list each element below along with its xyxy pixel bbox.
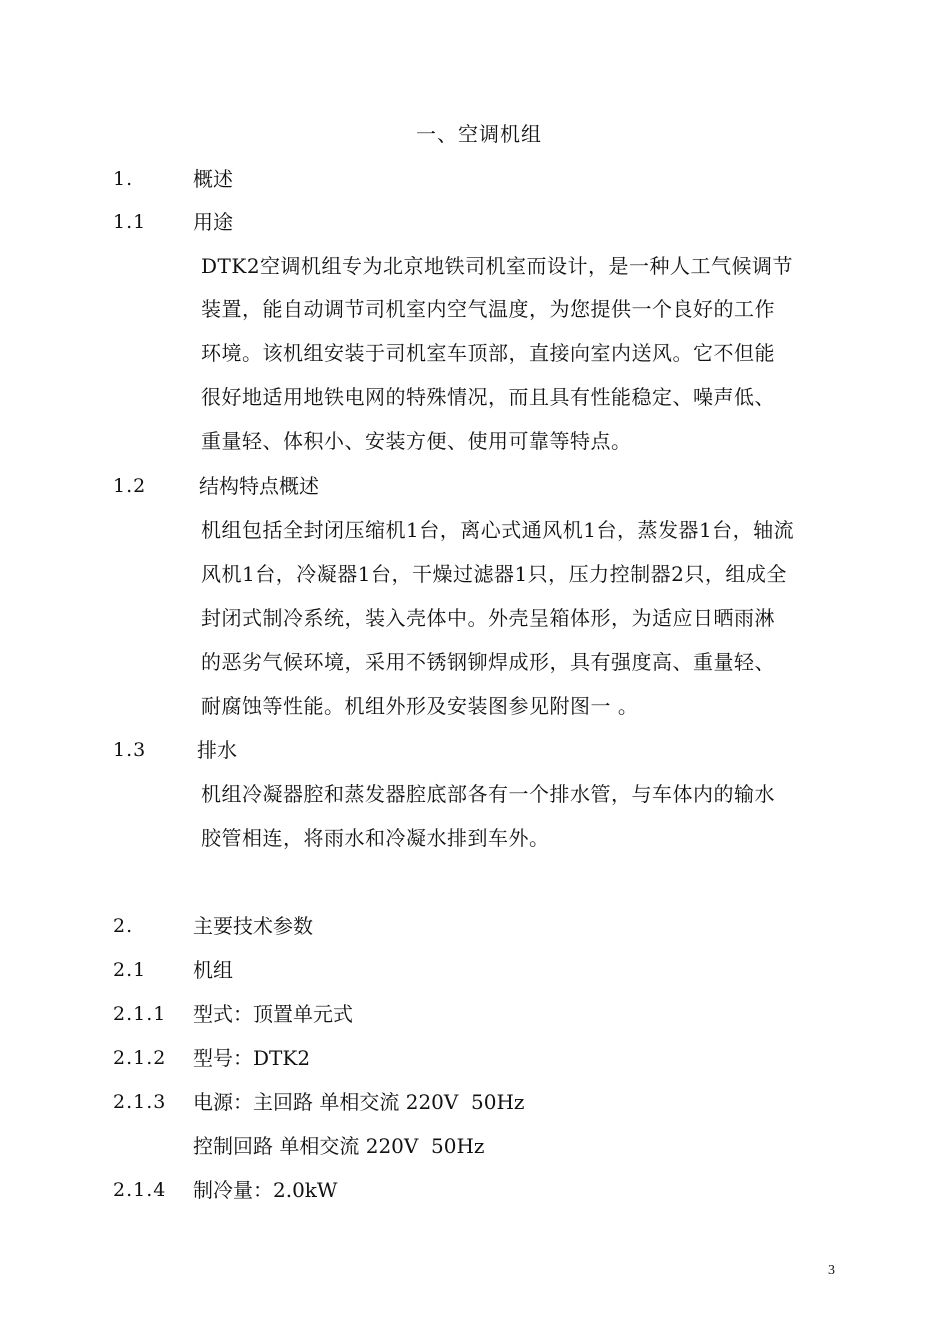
paragraph-line: 机组包括全封闭压缩机1台，离心式通风机1台，蒸发器1台，轴流 (201, 518, 795, 542)
paragraph-line: 胶管相连，将雨水和冷凝水排到车外。 (201, 826, 550, 850)
paragraph-line: 的恶劣气候环境，采用不锈钢铆焊成形，具有强度高、重量轻、 (201, 650, 775, 674)
paragraph-line: 环境。该机组安装于司机室车顶部，直接向室内送风。它不但能 (201, 341, 775, 365)
section-number: 1.3 (113, 739, 147, 761)
section-heading: 概述 (193, 167, 233, 191)
section-heading: 机组 (193, 958, 233, 982)
paragraph-line: 耐腐蚀等性能。机组外形及安装图参见附图一 。 (201, 694, 639, 718)
section-number: 2.1.1 (113, 1003, 167, 1025)
section-number: 2.1.3 (113, 1091, 167, 1113)
paragraph-line: 风机1台，冷凝器1台，干燥过滤器1只，压力控制器2只，组成全 (201, 562, 787, 586)
section-number: 2.1.4 (113, 1179, 167, 1201)
section-heading: 用途 (193, 210, 233, 234)
section-number: 2.1 (113, 959, 147, 981)
spec-line: 电源：主回路 单相交流 220V 50Hz (193, 1090, 525, 1114)
section-number: 2. (113, 915, 134, 937)
section-heading: 主要技术参数 (193, 914, 313, 938)
section-number: 1.2 (113, 475, 147, 497)
section-heading: 排水 (197, 738, 237, 762)
spec-line: 制冷量：2.0kW (193, 1178, 338, 1202)
paragraph-line: 封闭式制冷系统，装入壳体中。外壳呈箱体形，为适应日晒雨淋 (201, 606, 775, 630)
spec-line: 控制回路 单相交流 220V 50Hz (193, 1134, 485, 1158)
page-number: 3 (828, 1263, 835, 1278)
section-number: 2.1.2 (113, 1047, 167, 1069)
section-heading: 结构特点概述 (199, 474, 319, 498)
spec-line: 型式：顶置单元式 (193, 1002, 353, 1026)
paragraph-line: 装置，能自动调节司机室内空气温度，为您提供一个良好的工作 (201, 297, 775, 321)
section-number: 1. (113, 168, 134, 190)
paragraph-line: 很好地适用地铁电网的特殊情况，而且具有性能稳定、噪声低、 (201, 385, 775, 409)
paragraph-line: 重量轻、体积小、安装方便、使用可靠等特点。 (201, 429, 632, 453)
paragraph-line: DTK2空调机组专为北京地铁司机室而设计，是一种人工气候调节 (201, 254, 794, 278)
chapter-title: 一、空调机组 (416, 122, 542, 146)
paragraph-line: 机组冷凝器腔和蒸发器腔底部各有一个排水管，与车体内的输水 (201, 782, 775, 806)
section-number: 1.1 (113, 211, 147, 233)
spec-line: 型号：DTK2 (193, 1046, 311, 1070)
